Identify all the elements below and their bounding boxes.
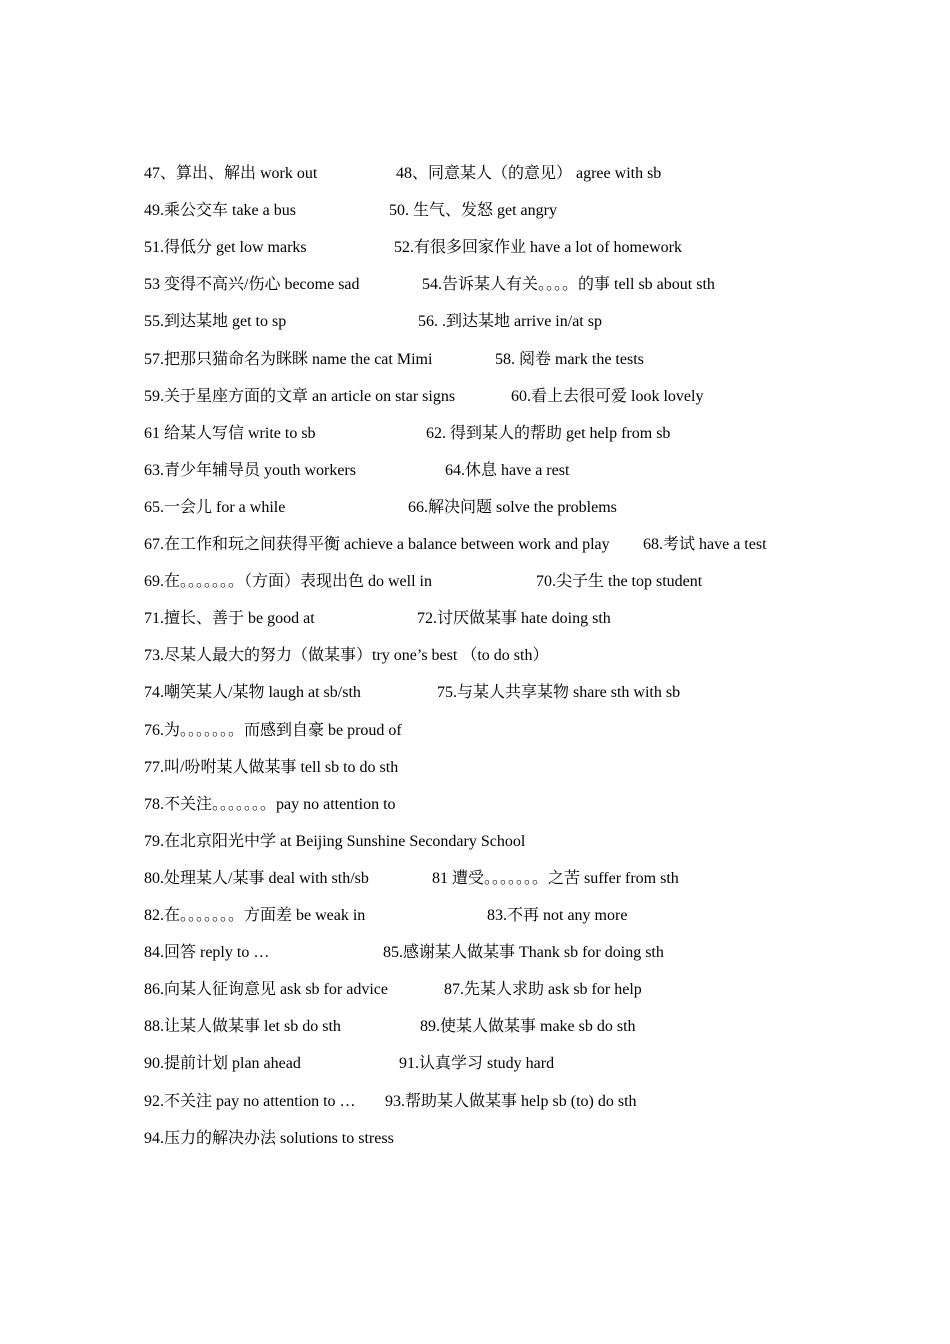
phrase-entry: 80.处理某人/某事 deal with sth/sb [144,869,369,887]
phrase-entry: 61 给某人写信 write to sb [144,424,316,442]
phrase-entry: 59.关于星座方面的文章 an article on star signs [144,387,456,405]
phrase-entry: 69.在。。。。。。。（方面）表现出色 do well in [144,573,432,591]
phrase-entry: 52.有很多回家作业 have a lot of homework [394,239,682,257]
phrase-entry: 81 遭受。。。。。。。之苦 suffer from sth [432,869,679,887]
phrase-entry: 89.使某人做某事 make sb do sth [420,1018,636,1036]
phrase-entry: 49.乘公交车 take a bus [144,202,296,220]
phrase-entry: 72.讨厌做某事 hate doing sth [417,610,611,628]
phrase-entry: 50. 生气、发怒 get angry [389,202,557,220]
phrase-entry: 65.一会儿 for a while [144,498,286,516]
phrase-entry: 51.得低分 get low marks [144,239,307,257]
phrase-entry: 84.回答 reply to … [144,944,270,962]
phrase-entry: 48、同意某人（的意见） agree with sb [396,165,662,182]
phrase-entry: 70.尖子生 the top student [536,573,703,591]
phrase-entry: 79.在北京阳光中学 at Beijing Sunshine Secondary School [144,832,526,850]
phrase-entry: 88.让某人做某事 let sb do sth [144,1018,341,1036]
phrase-entry: 78.不关注。。。。。。。pay no attention to [144,795,396,813]
phrase-entry: 62. 得到某人的帮助 get help from sb [426,424,671,442]
phrase-entry: 67.在工作和玩之间获得平衡 achieve a balance between work and play [144,536,610,553]
phrase-entry: 86.向某人征询意见 ask sb for advice [144,981,388,999]
phrase-entry: 75.与某人共享某物 share sth with sb [437,684,681,702]
phrase-entry: 93.帮助某人做某事 help sb (to) do sth [385,1092,637,1110]
phrase-entry: 83.不再 not any more [487,907,628,924]
phrase-entry: 53 变得不高兴/伤心 become sad [144,276,360,294]
phrase-entry: 73.尽某人最大的努力（做某事）try one’s best （to do sth） [144,647,549,665]
phrase-entry: 57.把那只猫命名为眯眯 name the cat Mimi [144,350,433,368]
phrase-entry: 92.不关注 pay no attention to … [144,1092,356,1110]
phrase-entry: 91.认真学习 study hard [399,1055,555,1073]
phrase-entry: 85.感谢某人做某事 Thank sb for doing sth [383,944,664,962]
phrase-entry: 66.解决问题 solve the problems [408,498,617,516]
phrase-entry: 64.休息 have a rest [445,461,570,479]
phrase-entry: 90.提前计划 plan ahead [144,1055,301,1073]
phrase-entry: 55.到达某地 get to sp [144,313,287,331]
phrase-entry: 76.为。。。。。。。而感到自豪 be proud of [144,721,402,739]
phrase-entry: 82.在。。。。。。。方面差 be weak in [144,907,366,924]
phrase-entry: 71.擅长、善于 be good at [144,610,315,628]
phrase-entry: 94.压力的解决办法 solutions to stress [144,1129,394,1147]
phrase-entry: 54.告诉某人有关。。。。的事 tell sb about sth [422,276,715,294]
phrase-entry: 68.考试 have a test [643,536,767,553]
phrase-entry: 74.嘲笑某人/某物 laugh at sb/sth [144,684,361,702]
phrase-entry: 47、算出、解出 work out [144,165,318,182]
phrase-entry: 63.青少年辅导员 youth workers [144,461,356,479]
phrase-entry: 60.看上去很可爱 look lovely [511,387,704,405]
phrase-entry: 87.先某人求助 ask sb for help [444,981,642,999]
phrase-entry: 77.叫/吩咐某人做某事 tell sb to do sth [144,758,399,776]
phrase-entry: 58. 阅卷 mark the tests [495,350,644,368]
phrase-entry: 56. .到达某地 arrive in/at sp [418,313,602,331]
